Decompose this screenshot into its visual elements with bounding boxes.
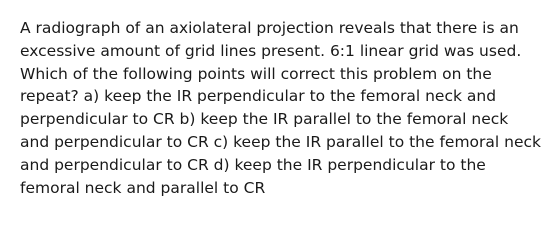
question-text: A radiograph of an axiolateral projection reveals that there is an excessive amount of grid lines present. 6:1 linear grid was used. Which of the following points will correct this problem on the repeat? a) keep the IR perpendicular to the femoral neck and perpendicular to CR b) keep the IR parallel to the femoral neck and perpendicular to CR c) keep the IR parallel to the femoral neck and perpendicular to CR d) keep the IR perpendicular to the femoral neck and parallel to CR bbox=[20, 19, 542, 197]
